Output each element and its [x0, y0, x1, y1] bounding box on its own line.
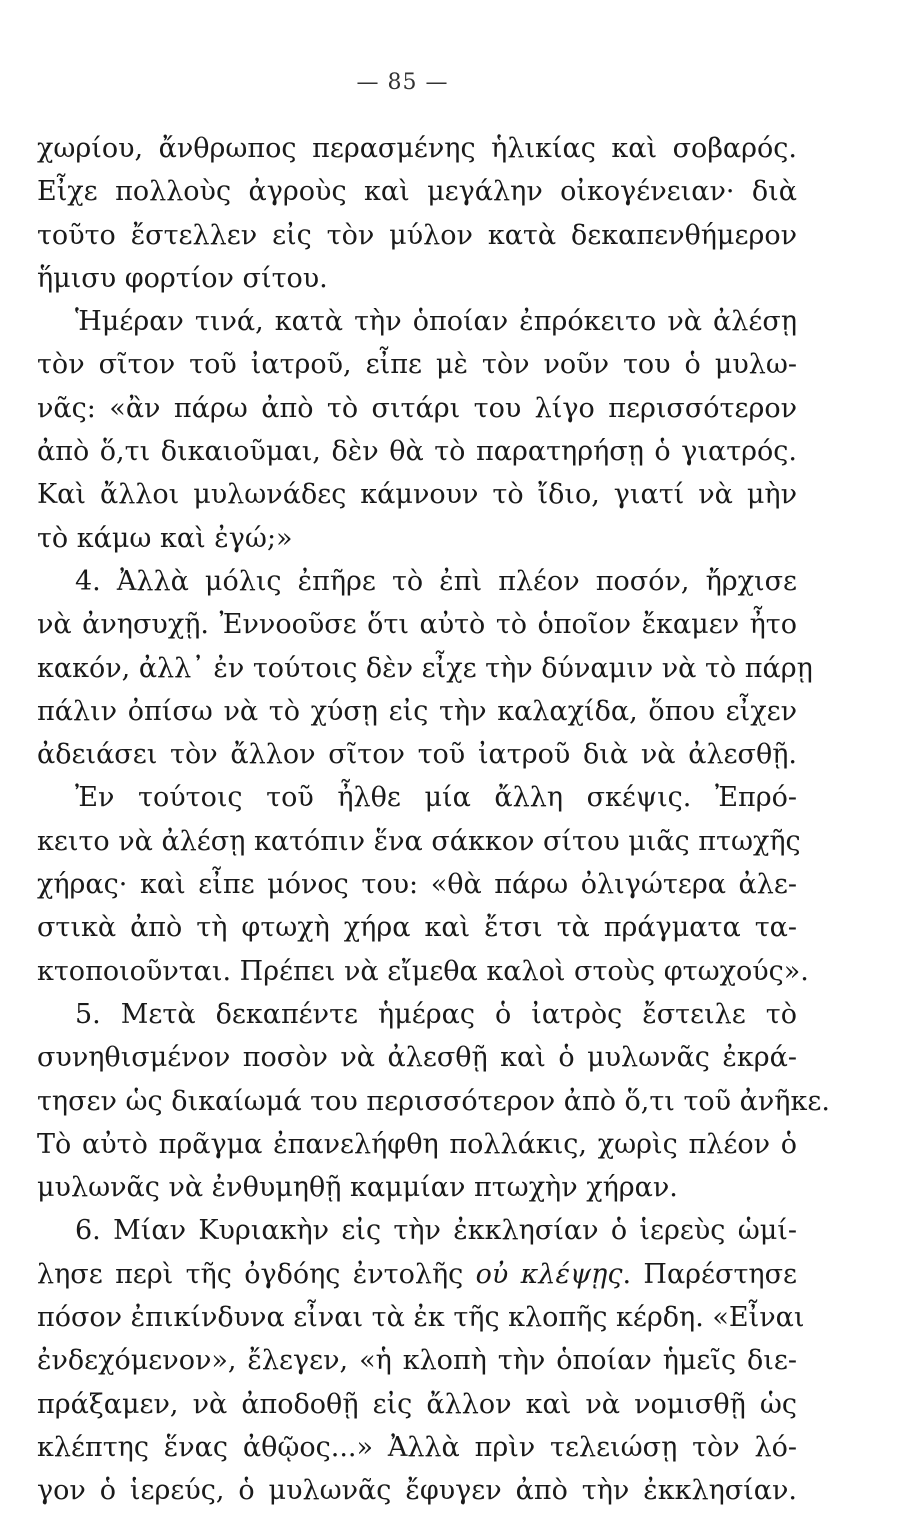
emphasis-text: οὐ κλέψῃς: [475, 1258, 623, 1290]
text-line: Καὶ ἄλλοι μυλωνάδες κάμνουν τὸ ἴδιο, γιατί νὰ μὴν: [37, 479, 797, 511]
text-line: τησεν ὡς δικαίωμά του περισσότερον ἀπὸ ὅ,τι τοῦ ἀνῆκε.: [37, 1085, 830, 1117]
text-line: πράξαμεν, νὰ ἀποδοθῇ εἰς ἄλλον καὶ νὰ νομισθῇ ὡς: [37, 1388, 797, 1420]
text-line: κλέπτης ἕνας ἀθῷος...» Ἀλλὰ πρὶν τελειώσῃ τὸν λό-: [37, 1431, 797, 1463]
text-line: συνηθισμένον ποσὸν νὰ ἀλεσθῇ καὶ ὁ μυλωνᾶς ἐκρά-: [37, 1042, 797, 1074]
text-line: Εἶχε πολλοὺς ἀγροὺς καὶ μεγάλην οἰκογένειαν· διὰ: [37, 176, 797, 208]
text-line: στικὰ ἀπὸ τὴ φτωχὴ χήρα καὶ ἔτσι τὰ πράγματα τα-: [37, 912, 797, 944]
text-line: Ἐν τούτοις τοῦ ἦλθε μία ἄλλη σκέψις. Ἐπρό-: [75, 782, 797, 814]
text-line: γον ὁ ἱερεύς, ὁ μυλωνᾶς ἔφυγεν ἀπὸ τὴν ἐκκλησίαν.: [37, 1475, 797, 1507]
text-line: κτοποιοῦνται. Πρέπει νὰ εἴμεθα καλοὶ στοὺς φτωχούς».: [37, 955, 809, 987]
text-line: κειτο νὰ ἀλέσῃ κατόπιν ἕνα σάκκον σίτου μιᾶς πτωχῆς: [37, 825, 801, 857]
text-line: μυλωνᾶς νὰ ἐνθυμηθῇ καμμίαν πτωχὴν χήραν.: [37, 1172, 678, 1204]
text-line: χήρας· καὶ εἶπε μόνος του: «θὰ πάρω ὀλιγώτερα ἀλε-: [37, 869, 797, 901]
text-line: ἀδειάσει τὸν ἄλλον σῖτον τοῦ ἰατροῦ διὰ νὰ ἀλεσθῇ.: [37, 739, 797, 771]
text-segment: λησε περὶ τῆς ὀγδόης ἐντολῆς: [37, 1258, 464, 1290]
text-line-with-emphasis: [37, 1253, 797, 1296]
text-line: τοῦτο ἔστελλεν εἰς τὸν μύλον κατὰ δεκαπενθήμερον: [37, 219, 797, 251]
text-line: ἐνδεχόμενον», ἔλεγεν, «ἡ κλοπὴ τὴν ὁποίαν ἡμεῖς διε-: [37, 1345, 797, 1377]
body-text: [37, 127, 830, 1513]
text-segment: . Παρέστησε: [622, 1258, 797, 1290]
text-line: 5. Μετὰ δεκαπέντε ἡμέρας ὁ ἰατρὸς ἔστειλε τὸ: [75, 998, 797, 1030]
text-line: τὸν σῖτον τοῦ ἰατροῦ, εἶπε μὲ τὸν νοῦν του ὁ μυλω-: [37, 349, 797, 381]
text-line: νὰ ἀνησυχῇ. Ἐννοοῦσε ὅτι αὐτὸ τὸ ὁποῖον ἔκαμεν ἦτο: [37, 609, 797, 641]
text-line: πόσον ἐπικίνδυνα εἶναι τὰ ἐκ τῆς κλοπῆς κέρδη. «Εἶναι: [37, 1302, 805, 1334]
text-line: ἀπὸ ὅ,τι δικαιοῦμαι, δὲν θὰ τὸ παρατηρήσῃ ὁ γιατρός.: [37, 436, 797, 468]
page-number: — 85 —: [356, 70, 449, 95]
text-line: κακόν, ἀλλ᾽ ἐν τούτοις δὲν εἶχε τὴν δύναμιν νὰ τὸ πάρῃ: [37, 652, 813, 684]
text-line: πάλιν ὀπίσω νὰ τὸ χύσῃ εἰς τὴν καλαχίδα, ὅπου εἶχεν: [37, 695, 797, 727]
text-line: χωρίου, ἄνθρωπος περασμένης ἡλικίας καὶ σοβαρός.: [37, 133, 797, 164]
text-line: 4. Ἀλλὰ μόλις ἐπῆρε τὸ ἐπὶ πλέον ποσόν, ἤρχισε: [75, 565, 797, 597]
text-line: ἥμισυ φορτίον σίτου.: [37, 262, 328, 294]
text-line: Τὸ αὐτὸ πρᾶγμα ἐπανελήφθη πολλάκις, χωρὶς πλέον ὁ: [37, 1128, 797, 1160]
text-line: νᾶς: «ἂν πάρω ἀπὸ τὸ σιτάρι του λίγο περισσότερον: [37, 392, 797, 424]
text-line: Ἡμέραν τινά, κατὰ τὴν ὁποίαν ἐπρόκειτο νὰ ἀλέσῃ: [75, 306, 797, 338]
text-line: 6. Μίαν Κυριακὴν εἰς τὴν ἐκκλησίαν ὁ ἱερεὺς ὡμί-: [75, 1215, 797, 1247]
text-line: τὸ κάμω καὶ ἐγώ;»: [37, 522, 293, 554]
